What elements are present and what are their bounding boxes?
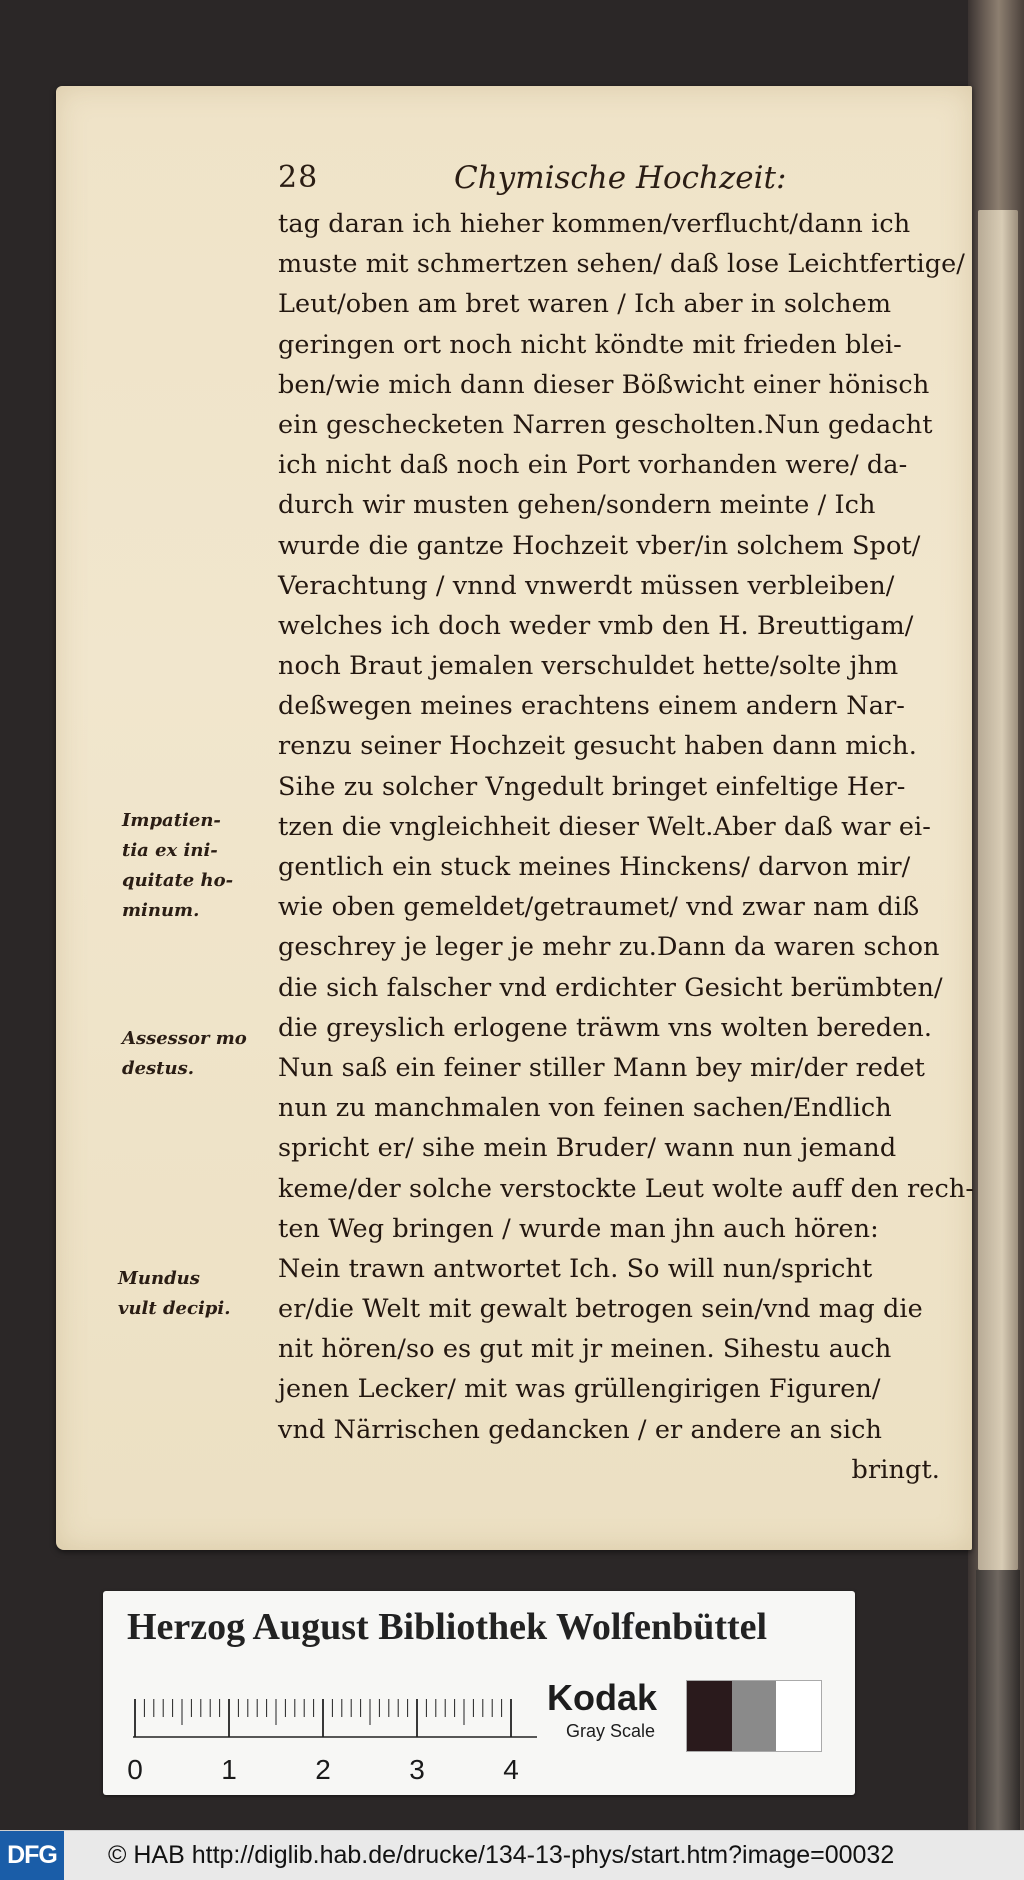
book-page <box>56 86 975 1550</box>
scale-ruler <box>125 1689 545 1789</box>
text-line: ben/wie mich dann dieser Bößwicht einer hönisch <box>278 369 930 400</box>
text-line: Verachtung / vnnd vnwerdt müssen verbleiben/ <box>278 570 895 601</box>
text-line: keme/der solche verstockte Leut wolte auff den rech- <box>278 1173 975 1204</box>
text-line: jenen Lecker/ mit was grüllengirigen Figuren/ <box>278 1374 881 1405</box>
text-line: Nun saß ein feiner stiller Mann bey mir/der redet <box>278 1052 926 1083</box>
page-header <box>278 156 818 210</box>
margin-note-line: Assessor mo <box>122 1028 247 1049</box>
margin-note-impatientia <box>122 806 233 926</box>
copyright-url: © HAB http://diglib.hab.de/drucke/134-13-phys/start.htm?image=00032 <box>108 1841 895 1869</box>
dfg-logo: DFG <box>0 1831 64 1880</box>
margin-note-line: quitate ho- <box>122 870 234 891</box>
text-line: nit hören/so es gut mit jr meinen. Sihestu auch <box>278 1334 892 1365</box>
swatch-white <box>776 1681 821 1751</box>
gray-swatches <box>686 1680 822 1752</box>
ruler-label: 1 <box>221 1754 237 1785</box>
library-name: Herzog August Bibliothek Wolfenbüttel <box>127 1606 768 1648</box>
margin-note-line: minum. <box>122 900 200 921</box>
margin-note-line: Impatien- <box>122 810 221 831</box>
text-line: die greyslich erlogene träwm vns wolten bereden. <box>278 1012 933 1043</box>
ruler-label: 0 <box>127 1754 143 1785</box>
text-line: er/die Welt mit gewalt betrogen sein/vnd mag die <box>278 1294 923 1325</box>
text-line: spricht er/ sihe mein Bruder/ wann nun jemand <box>278 1133 897 1164</box>
footer-bar <box>0 1830 1024 1880</box>
ruler-label: 2 <box>315 1754 331 1785</box>
margin-note-line: vult decipi. <box>118 1298 231 1319</box>
text-line: wurde die gantze Hochzeit vber/in solchem Spot/ <box>278 530 921 561</box>
body-text <box>278 204 998 1490</box>
book-cover-edge <box>976 1570 1020 1830</box>
swatch-dark <box>687 1681 732 1751</box>
text-line: durch wir musten gehen/sondern meinte / Ich <box>278 490 876 521</box>
ruler-label: 4 <box>503 1754 519 1785</box>
text-line: muste mit schmertzen sehen/ daß lose Leichtfertige/ <box>278 249 966 280</box>
text-line: nun zu manchmalen von feinen sachen/Endlich <box>278 1093 892 1124</box>
page-number: 28 <box>278 160 319 195</box>
margin-note-mundus <box>118 1264 231 1324</box>
text-line: ein geschecketen Narren gescholten.Nun gedacht <box>278 409 933 440</box>
margin-note-line: destus. <box>122 1058 194 1079</box>
margin-note-line: Mundus <box>118 1268 200 1289</box>
text-line: geschrey je leger je mehr zu.Dann da waren schon <box>278 932 940 963</box>
text-line: welches ich doch weder vmb den H. Breuttigam/ <box>278 610 914 641</box>
ruler-labels <box>127 1754 519 1785</box>
kodak-logo: Kodak <box>547 1677 658 1718</box>
ruler-ticks <box>135 1699 511 1737</box>
text-line: deßwegen meines erachtens einem andern Nar- <box>278 691 906 722</box>
text-line: wie oben gemeldet/getraumet/ vnd zwar nam diß <box>278 892 920 923</box>
catchword: bringt. <box>851 1454 940 1485</box>
margin-note-assessor <box>122 1024 247 1084</box>
running-title: Chymische Hochzeit: <box>454 160 787 196</box>
text-line: Leut/oben am bret waren / Ich aber in solchem <box>278 289 892 320</box>
ruler-label: 3 <box>409 1754 425 1785</box>
text-line: ich nicht daß noch ein Port vorhanden were/ da- <box>278 450 908 481</box>
text-line: noch Braut jemalen verschuldet hette/solte jhm <box>278 651 899 682</box>
color-target-card <box>103 1591 855 1795</box>
text-line: die sich falscher vnd erdichter Gesicht berümbten/ <box>278 972 943 1003</box>
text-line: geringen ort noch nicht köndte mit frieden blei- <box>278 329 902 360</box>
text-line: ten Weg bringen / wurde man jhn auch hören: <box>278 1213 879 1244</box>
gray-scale-label: Gray Scale <box>566 1721 656 1741</box>
text-line: tag daran ich hieher kommen/verflucht/dann ich <box>278 209 911 239</box>
text-line: renzu seiner Hochzeit gesucht haben dann mich. <box>278 731 917 762</box>
text-line: Nein trawn antwortet Ich. So will nun/spricht <box>278 1253 873 1284</box>
text-line: vnd Närrischen gedancken / er andere an sich <box>278 1414 883 1445</box>
text-line: Sihe zu solcher Vngedult bringet einfeltige Her- <box>278 771 906 802</box>
text-line: tzen die vngleichheit dieser Welt.Aber daß war ei- <box>278 811 932 842</box>
margin-note-line: tia ex ini- <box>122 840 218 861</box>
swatch-mid <box>732 1681 777 1751</box>
text-line: gentlich ein stuck meines Hinckens/ darvon mir/ <box>278 852 911 882</box>
